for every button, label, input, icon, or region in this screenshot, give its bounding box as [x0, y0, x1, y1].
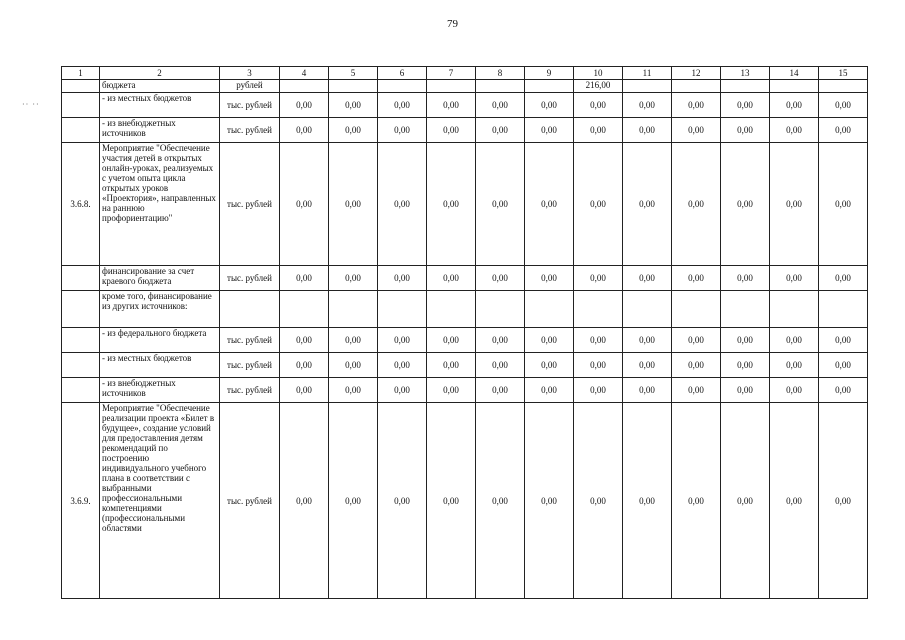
value-cell-col-13: 0,00 [721, 93, 770, 118]
column-header-12: 12 [672, 67, 721, 80]
row-unit: тыс. рублей [220, 353, 280, 378]
value-cell-col-15 [819, 80, 868, 93]
row-unit: тыс. рублей [220, 266, 280, 291]
value-cell-col-13: 0,00 [721, 378, 770, 403]
value-cell-col-9: 0,00 [525, 266, 574, 291]
value-cell-col-7: 0,00 [427, 93, 476, 118]
table-row [62, 403, 868, 599]
value-cell-col-11: 0,00 [623, 93, 672, 118]
value-cell-col-10: 0,00 [574, 93, 623, 118]
column-header-1: 1 [62, 67, 100, 80]
row-unit: рублей [220, 80, 280, 93]
value-cell-col-7: 0,00 [427, 353, 476, 378]
column-header-13: 13 [721, 67, 770, 80]
value-cell-col-15: 0,00 [819, 328, 868, 353]
value-cell-col-10: 0,00 [574, 353, 623, 378]
value-cell-col-4: 0,00 [280, 378, 329, 403]
value-cell-col-12 [672, 80, 721, 93]
row-code [62, 353, 100, 378]
value-cell-col-5: 0,00 [329, 143, 378, 266]
value-cell-col-8: 0,00 [476, 266, 525, 291]
row-unit [220, 291, 280, 328]
row-code [62, 291, 100, 328]
value-cell-col-5: 0,00 [329, 266, 378, 291]
value-cell-col-7: 0,00 [427, 403, 476, 599]
value-cell-col-15 [819, 291, 868, 328]
value-cell-col-13: 0,00 [721, 353, 770, 378]
column-header-9: 9 [525, 67, 574, 80]
table-body [62, 80, 868, 599]
value-cell-col-15: 0,00 [819, 353, 868, 378]
value-cell-col-14: 0,00 [770, 403, 819, 599]
value-cell-col-14 [770, 291, 819, 328]
row-unit: тыс. рублей [220, 378, 280, 403]
value-cell-col-10: 0,00 [574, 143, 623, 266]
row-name: Мероприятие "Обеспечение участия детей в открытых онлайн-уроках, реализуемых с учетом опыта цикла открытых уроков «Проектория», направленных на раннюю профориентацию" [100, 143, 220, 266]
column-header-2: 2 [100, 67, 220, 80]
value-cell-col-11: 0,00 [623, 143, 672, 266]
value-cell-col-6: 0,00 [378, 328, 427, 353]
value-cell-col-7: 0,00 [427, 378, 476, 403]
value-cell-col-14: 0,00 [770, 353, 819, 378]
value-cell-col-13: 0,00 [721, 143, 770, 266]
value-cell-col-9: 0,00 [525, 328, 574, 353]
value-cell-col-6 [378, 80, 427, 93]
value-cell-col-7 [427, 80, 476, 93]
value-cell-col-8: 0,00 [476, 143, 525, 266]
margin-mark: ·· ·· [22, 100, 40, 109]
value-cell-col-9 [525, 291, 574, 328]
value-cell-col-4: 0,00 [280, 143, 329, 266]
value-cell-col-9: 0,00 [525, 143, 574, 266]
row-unit: тыс. рублей [220, 328, 280, 353]
value-cell-col-5 [329, 291, 378, 328]
value-cell-col-11: 0,00 [623, 118, 672, 143]
column-header-15: 15 [819, 67, 868, 80]
value-cell-col-8: 0,00 [476, 328, 525, 353]
value-cell-col-6: 0,00 [378, 143, 427, 266]
value-cell-col-15: 0,00 [819, 378, 868, 403]
budget-table [61, 66, 868, 599]
row-name: кроме того, финансирование из других источников: [100, 291, 220, 328]
value-cell-col-6: 0,00 [378, 378, 427, 403]
value-cell-col-14 [770, 80, 819, 93]
value-cell-col-7: 0,00 [427, 328, 476, 353]
row-unit: тыс. рублей [220, 118, 280, 143]
row-unit: тыс. рублей [220, 403, 280, 599]
value-cell-col-15: 0,00 [819, 93, 868, 118]
value-cell-col-5 [329, 80, 378, 93]
column-header-7: 7 [427, 67, 476, 80]
row-code: 3.6.8. [62, 143, 100, 266]
value-cell-col-9: 0,00 [525, 93, 574, 118]
row-name: - из внебюджетных источников [100, 118, 220, 143]
table-row [62, 328, 868, 353]
table-row [62, 143, 868, 266]
value-cell-col-15: 0,00 [819, 143, 868, 266]
value-cell-col-9: 0,00 [525, 403, 574, 599]
table-row [62, 291, 868, 328]
value-cell-col-15: 0,00 [819, 403, 868, 599]
column-header-8: 8 [476, 67, 525, 80]
value-cell-col-9: 0,00 [525, 118, 574, 143]
table-row [62, 93, 868, 118]
value-cell-col-12: 0,00 [672, 93, 721, 118]
value-cell-col-7: 0,00 [427, 266, 476, 291]
value-cell-col-14: 0,00 [770, 328, 819, 353]
row-code: 3.6.9. [62, 403, 100, 599]
value-cell-col-11: 0,00 [623, 266, 672, 291]
value-cell-col-9: 0,00 [525, 353, 574, 378]
value-cell-col-12: 0,00 [672, 353, 721, 378]
value-cell-col-4: 0,00 [280, 93, 329, 118]
value-cell-col-10: 0,00 [574, 118, 623, 143]
value-cell-col-8: 0,00 [476, 403, 525, 599]
column-header-5: 5 [329, 67, 378, 80]
value-cell-col-13 [721, 291, 770, 328]
row-code [62, 93, 100, 118]
value-cell-col-12: 0,00 [672, 118, 721, 143]
value-cell-col-11: 0,00 [623, 403, 672, 599]
column-header-14: 14 [770, 67, 819, 80]
value-cell-col-13: 0,00 [721, 266, 770, 291]
table-row [62, 118, 868, 143]
value-cell-col-11: 0,00 [623, 328, 672, 353]
value-cell-col-10: 0,00 [574, 328, 623, 353]
value-cell-col-12: 0,00 [672, 143, 721, 266]
value-cell-col-14: 0,00 [770, 93, 819, 118]
value-cell-col-8 [476, 80, 525, 93]
page-number: 79 [447, 18, 458, 30]
value-cell-col-5: 0,00 [329, 403, 378, 599]
value-cell-col-10: 216,00 [574, 80, 623, 93]
header-row [62, 67, 868, 80]
value-cell-col-11: 0,00 [623, 353, 672, 378]
column-header-4: 4 [280, 67, 329, 80]
column-header-10: 10 [574, 67, 623, 80]
value-cell-col-8: 0,00 [476, 118, 525, 143]
value-cell-col-8 [476, 291, 525, 328]
value-cell-col-8: 0,00 [476, 353, 525, 378]
value-cell-col-15: 0,00 [819, 118, 868, 143]
value-cell-col-6: 0,00 [378, 93, 427, 118]
table-row [62, 353, 868, 378]
value-cell-col-12 [672, 291, 721, 328]
column-header-3: 3 [220, 67, 280, 80]
value-cell-col-5: 0,00 [329, 93, 378, 118]
row-unit: тыс. рублей [220, 93, 280, 118]
value-cell-col-13 [721, 80, 770, 93]
value-cell-col-4: 0,00 [280, 353, 329, 378]
value-cell-col-10: 0,00 [574, 266, 623, 291]
row-code [62, 378, 100, 403]
value-cell-col-4: 0,00 [280, 403, 329, 599]
value-cell-col-4: 0,00 [280, 118, 329, 143]
table-row [62, 378, 868, 403]
value-cell-col-14: 0,00 [770, 378, 819, 403]
value-cell-col-13: 0,00 [721, 328, 770, 353]
value-cell-col-4: 0,00 [280, 266, 329, 291]
value-cell-col-5: 0,00 [329, 328, 378, 353]
row-name: финансирование за счет краевого бюджета [100, 266, 220, 291]
value-cell-col-9 [525, 80, 574, 93]
value-cell-col-12: 0,00 [672, 266, 721, 291]
row-name: - из внебюджетных источников [100, 378, 220, 403]
value-cell-col-12: 0,00 [672, 403, 721, 599]
value-cell-col-4 [280, 291, 329, 328]
value-cell-col-10: 0,00 [574, 378, 623, 403]
value-cell-col-8: 0,00 [476, 378, 525, 403]
row-unit: тыс. рублей [220, 143, 280, 266]
value-cell-col-11 [623, 80, 672, 93]
value-cell-col-7: 0,00 [427, 143, 476, 266]
value-cell-col-14: 0,00 [770, 143, 819, 266]
row-name: Мероприятие "Обеспечение реализации проекта «Билет в будущее», создание условий для предоставления детям рекомендаций по построению индивидуального учебного плана в соответствии с выбранными профессиональными компетенциями (профессиональными областями [100, 403, 220, 599]
row-name: - из местных бюджетов [100, 93, 220, 118]
value-cell-col-5: 0,00 [329, 378, 378, 403]
row-name: - из федерального бюджета [100, 328, 220, 353]
value-cell-col-6: 0,00 [378, 353, 427, 378]
row-code [62, 118, 100, 143]
row-name: бюджета [100, 80, 220, 93]
value-cell-col-8: 0,00 [476, 93, 525, 118]
value-cell-col-5: 0,00 [329, 353, 378, 378]
value-cell-col-11: 0,00 [623, 378, 672, 403]
value-cell-col-10 [574, 291, 623, 328]
value-cell-col-6: 0,00 [378, 266, 427, 291]
value-cell-col-4 [280, 80, 329, 93]
value-cell-col-14: 0,00 [770, 266, 819, 291]
value-cell-col-6 [378, 291, 427, 328]
row-code [62, 80, 100, 93]
value-cell-col-7 [427, 291, 476, 328]
value-cell-col-7: 0,00 [427, 118, 476, 143]
row-code [62, 328, 100, 353]
table-row [62, 80, 868, 93]
value-cell-col-9: 0,00 [525, 378, 574, 403]
value-cell-col-11 [623, 291, 672, 328]
value-cell-col-12: 0,00 [672, 378, 721, 403]
row-code [62, 266, 100, 291]
value-cell-col-10: 0,00 [574, 403, 623, 599]
value-cell-col-5: 0,00 [329, 118, 378, 143]
value-cell-col-6: 0,00 [378, 118, 427, 143]
value-cell-col-6: 0,00 [378, 403, 427, 599]
column-header-11: 11 [623, 67, 672, 80]
value-cell-col-14: 0,00 [770, 118, 819, 143]
value-cell-col-13: 0,00 [721, 118, 770, 143]
value-cell-col-12: 0,00 [672, 328, 721, 353]
column-header-6: 6 [378, 67, 427, 80]
value-cell-col-15: 0,00 [819, 266, 868, 291]
row-name: - из местных бюджетов [100, 353, 220, 378]
value-cell-col-4: 0,00 [280, 328, 329, 353]
table-row [62, 266, 868, 291]
value-cell-col-13: 0,00 [721, 403, 770, 599]
